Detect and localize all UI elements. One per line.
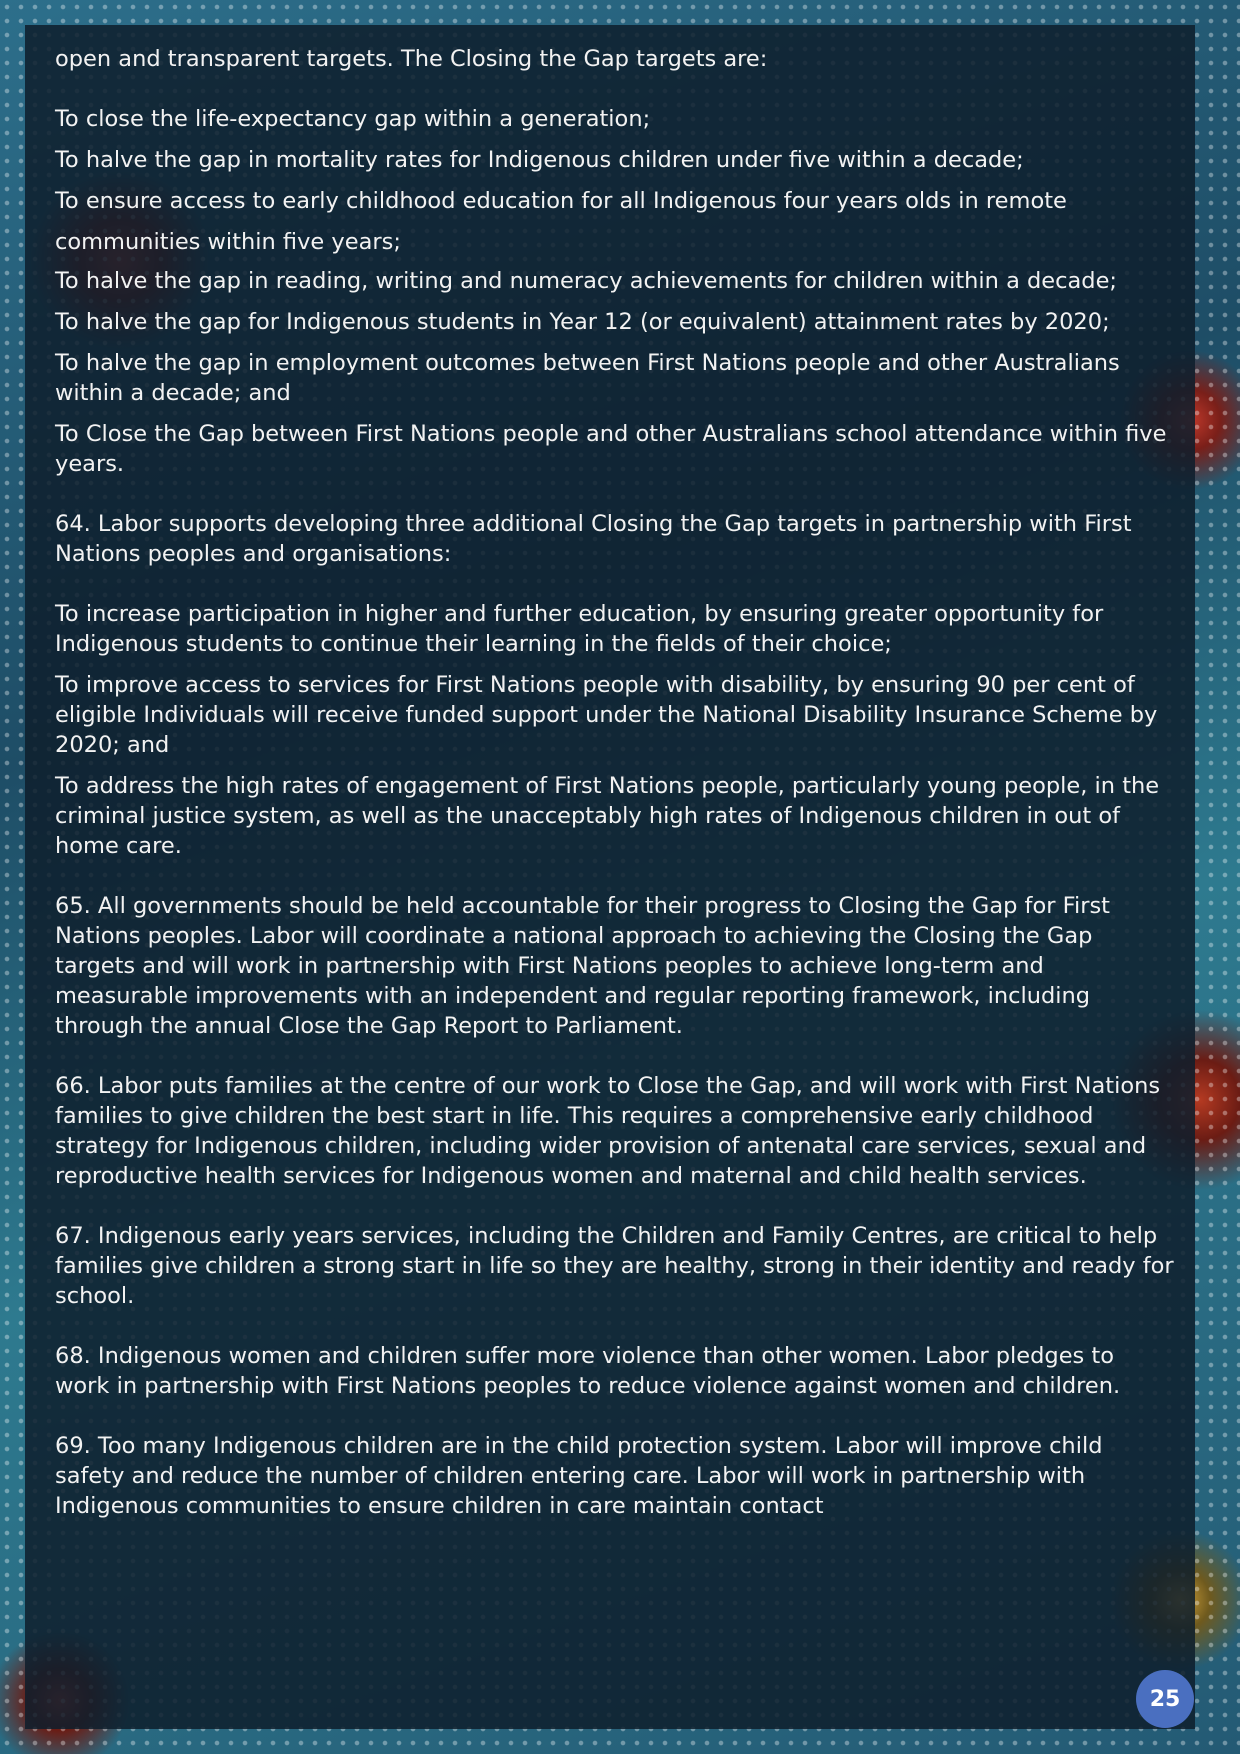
target-item: To Close the Gap between First Nations people and other Australians school attendance within five years. [55,421,1167,477]
paragraph-69: 69. Too many Indigenous children are in the child protection system. Labor will improve child safety and reduce the number of children entering care. Labor will work in partnership with Indigenous communities to ensure children in care maintain contact [55,1433,1103,1519]
additional-target-item: To increase participation in higher and further education, by ensuring greater opportunity for Indigenous students to continue their learning in the fields of their choice; [55,601,1104,657]
paragraph-68: 68. Indigenous women and children suffer more violence than other women. Labor pledges to work in partnership with First Nations peoples to reduce violence against women and children. [55,1343,1121,1399]
document-body [55,44,1175,1521]
additional-target-item: To improve access to services for First Nations people with disability, by ensuring 90 per cent of eligible Individuals will receive funded support under the National Disability Insurance Scheme by 2020; and [55,672,1158,758]
target-item: To halve the gap in reading, writing and numeracy achievements for children within a decade; [55,268,1118,294]
intro-line: open and transparent targets. The Closing the Gap targets are: [55,46,768,72]
target-item: To halve the gap for Indigenous students in Year 12 (or equivalent) attainment rates by 2020; [55,309,1110,335]
paragraph-65: 65. All governments should be held accountable for their progress to Closing the Gap for First Nations peoples. Labor will coordinate a national approach to achieving the Closing the Gap targets and will work in partnership with First Nations peoples to achieve long-term and measurable improvements with an independent and regular reporting framework, including through the annual Close the Gap Report to Parliament. [55,893,1110,1039]
additional-target-item: To address the high rates of engagement of First Nations people, particularly young people, in the criminal justice system, as well as the unacceptably high rates of Indigenous children in out of home care. [55,773,1160,859]
paragraph-66: 66. Labor puts families at the centre of our work to Close the Gap, and will work with First Nations families to give children the best start in life. This requires a comprehensive early childhood strategy for Indigenous children, including wider provision of antenatal care services, sexual and reproductive health services for Indigenous women and maternal and child health services. [55,1073,1161,1189]
target-item: To halve the gap in mortality rates for Indigenous children under five within a decade; [55,147,1024,173]
page-number-badge: 25 [1136,1670,1194,1728]
target-item: To halve the gap in employment outcomes between First Nations people and other Australians within a decade; and [55,350,1120,406]
paragraph-67: 67. Indigenous early years services, including the Children and Family Centres, are critical to help families give children a strong start in life so they are healthy, strong in their identity and ready for school. [55,1223,1174,1309]
target-item: To ensure access to early childhood education for all Indigenous four years olds in remote communities within five years; [55,188,1067,255]
paragraph-64: 64. Labor supports developing three additional Closing the Gap targets in partnership with First Nations peoples and organisations: [55,511,1132,567]
target-item: To close the life-expectancy gap within a generation; [55,106,651,132]
